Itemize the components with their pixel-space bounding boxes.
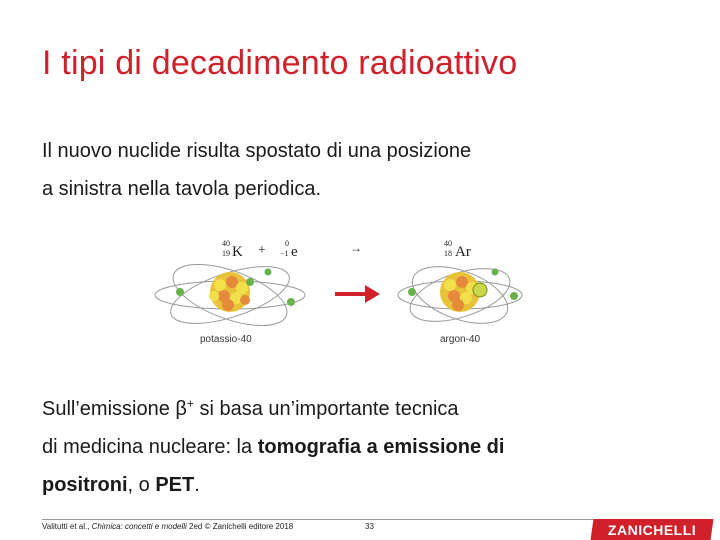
argon-atom <box>398 255 522 334</box>
transform-arrow <box>335 285 380 303</box>
ar-atomic-number: 18 <box>444 249 452 258</box>
pet-line-2: di medicina nucleare: la tomografia a emissione di <box>42 436 505 458</box>
potassium-atom <box>155 252 305 338</box>
intro-line-2: a sinistra nella tavola periodica. <box>42 178 322 200</box>
e-mass-number: 0 <box>285 239 289 248</box>
k-symbol: K <box>232 244 243 260</box>
potassium-label: potassio-40 <box>200 334 252 345</box>
zanichelli-logo: ZANICHELLI <box>591 519 714 540</box>
intro-line-1: Il nuovo nuclide risulta spostato di una posizione <box>42 140 472 162</box>
decay-diagram <box>150 230 530 350</box>
argon-label: argon-40 <box>440 334 481 345</box>
footer-divider <box>42 519 602 520</box>
k-mass-number: 40 <box>222 239 230 248</box>
e-symbol: e <box>291 244 298 260</box>
e-atomic-number: −1 <box>280 249 289 258</box>
pet-line-3: positroni, o PET. <box>42 474 200 496</box>
ar-symbol: Ar <box>455 244 471 260</box>
page-number: 33 <box>365 522 374 531</box>
ar-mass-number: 40 <box>444 239 452 248</box>
plus-sign: + <box>258 243 266 258</box>
pet-line-1: Sull’emissione β+ si basa un’importante tecnica <box>42 396 459 420</box>
slide-title: I tipi di decadimento radioattivo <box>42 44 518 82</box>
footer-citation: Valitutti et al., Chimica: concetti e modelli 2ed © Zanichelli editore 2018 <box>42 522 294 531</box>
k-atomic-number: 19 <box>222 249 230 258</box>
reaction-arrow: → <box>350 241 362 255</box>
pet-paragraph <box>42 390 504 504</box>
intro-paragraph <box>42 132 471 208</box>
